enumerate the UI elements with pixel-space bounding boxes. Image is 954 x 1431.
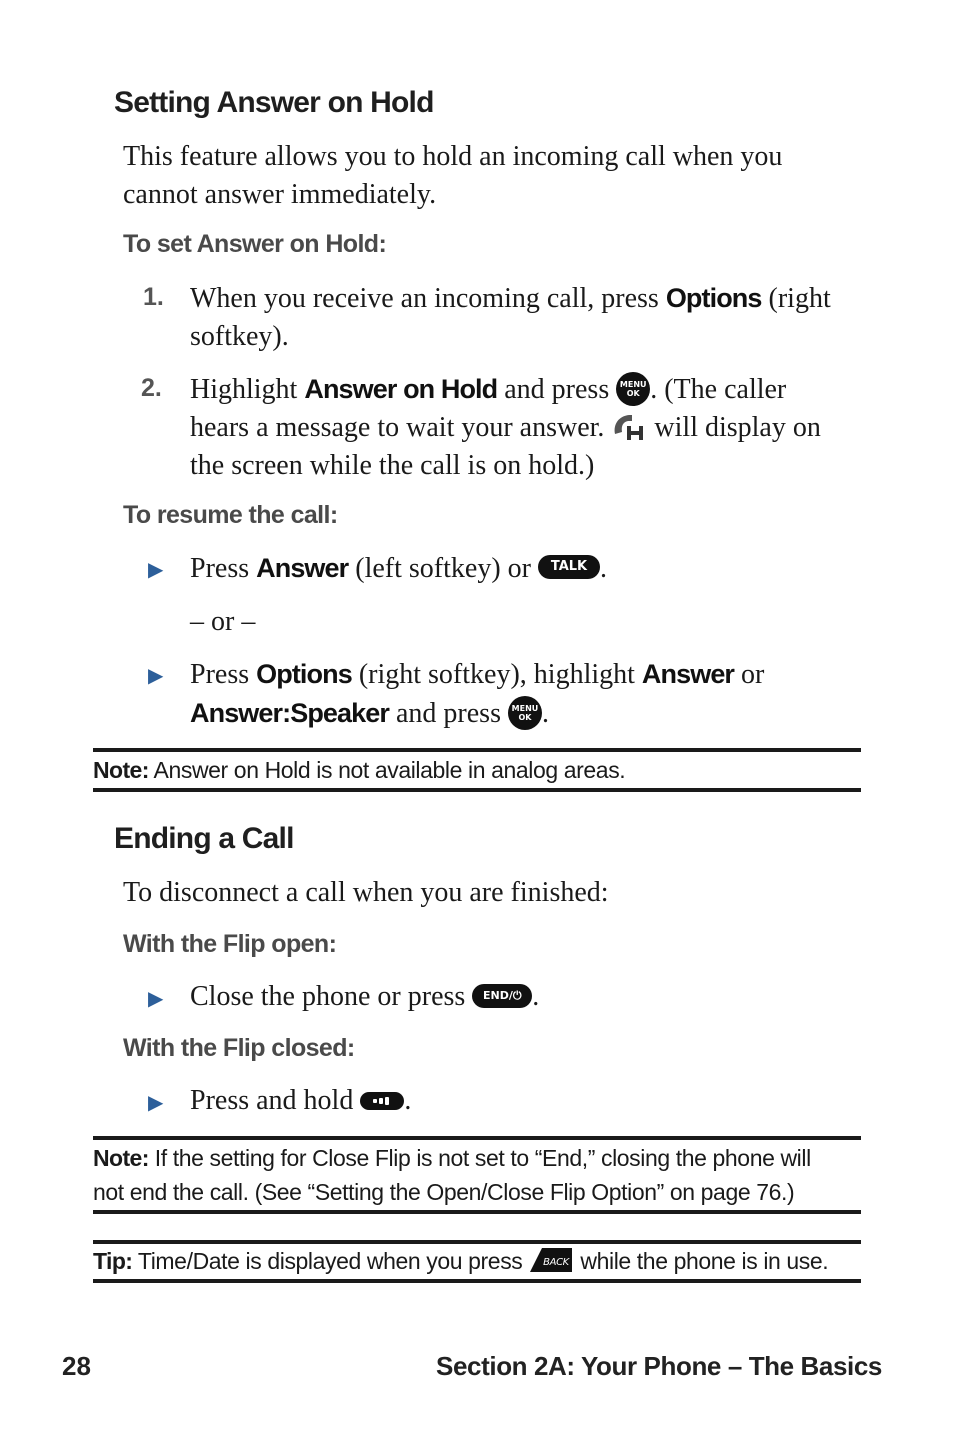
back-key-icon	[528, 1246, 574, 1274]
section-heading-ending-call: Ending a Call	[114, 822, 294, 855]
bullet-1-pre: Press	[190, 553, 250, 584]
step-2-post1: . (The caller hears a message to wait your answer.	[190, 374, 787, 443]
key-options-2: Options	[256, 659, 352, 689]
bullet-arrow-icon: ▶	[148, 986, 164, 1010]
note-label: Note:	[93, 1145, 149, 1171]
subhead-flip-closed: With the Flip closed:	[123, 1034, 355, 1062]
section-heading-answer-on-hold: Setting Answer on Hold	[114, 86, 434, 119]
key-answer: Answer	[256, 553, 349, 583]
answer-on-hold-intro: This feature allows you to hold an incoming call when you cannot answer immediately.	[123, 141, 783, 210]
subhead-flip-open: With the Flip open:	[123, 930, 337, 958]
end-power-key-icon: END/⏻	[472, 984, 532, 1008]
flip-open-post: .	[532, 981, 540, 1012]
tip-time-date	[93, 1244, 828, 1278]
bullet-2-post: .	[541, 698, 549, 729]
svg-text:BACK: BACK	[543, 1256, 570, 1268]
key-options: Options	[665, 283, 762, 313]
bullet-2-mid1: (right softkey), highlight	[358, 659, 635, 690]
call-on-hold-icon	[611, 412, 647, 442]
note-line-1: If the setting for Close Flip is not set to “End,” closing the phone will	[154, 1145, 811, 1171]
page-number: 28	[62, 1351, 91, 1381]
menu-ok-key-icon: MENU OK	[508, 696, 542, 730]
step-2-pre: Highlight	[190, 374, 298, 405]
flip-closed-pre: Press and hold	[190, 1085, 354, 1116]
step-2-text	[190, 370, 840, 485]
step-2-mid: and press	[504, 374, 610, 405]
note-label: Note:	[93, 757, 149, 783]
key-answer-speaker: Answer:Speaker	[190, 698, 389, 728]
menu-ok-key-icon: MENU OK	[616, 372, 650, 406]
key-answer-on-hold: Answer on Hold	[304, 374, 498, 404]
flip-open-bullet	[190, 978, 539, 1016]
bullet-2-mid2: or	[741, 659, 765, 690]
note-text: Answer on Hold is not available in analog areas.	[153, 757, 626, 783]
tip-pre: Time/Date is displayed when you press	[137, 1248, 523, 1274]
note-close-flip	[93, 1141, 811, 1209]
ending-call-intro: To disconnect a call when you are finished:	[123, 877, 609, 908]
note-rule-top	[93, 748, 861, 752]
bullet-arrow-icon: ▶	[148, 1090, 164, 1114]
flip-closed-bullet	[190, 1082, 411, 1120]
tip-label: Tip:	[93, 1248, 133, 1274]
flip-open-pre: Close the phone or press	[190, 981, 466, 1012]
note2-rule-bottom	[93, 1210, 861, 1214]
subhead-resume-call: To resume the call:	[123, 501, 338, 529]
bullet-arrow-icon: ▶	[148, 663, 164, 687]
note-line-2: not end the call. (See “Setting the Open/Close Flip Option” on page 76.)	[93, 1179, 795, 1205]
resume-bullet-2	[190, 655, 830, 733]
bullet-1-mid: (left softkey) or	[355, 553, 531, 584]
step-1-text	[190, 279, 840, 356]
step-1-pre: When you receive an incoming call, press	[190, 283, 659, 314]
tip-post: while the phone is in use.	[580, 1248, 829, 1274]
flip-closed-post: .	[404, 1085, 412, 1116]
step-1-post: (right softkey).	[190, 283, 831, 352]
note-rule-bottom	[93, 788, 861, 792]
bullet-1-post: .	[599, 553, 607, 584]
tip-rule-bottom	[93, 1279, 861, 1283]
bullet-2-mid3: and press	[396, 698, 501, 729]
step-number-2: 2.	[141, 374, 162, 402]
key-answer-2: Answer	[641, 659, 735, 689]
note2-rule-top	[93, 1136, 861, 1140]
step-2-post2: will display on the screen while the call is on hold.)	[190, 412, 821, 481]
step-number-1: 1.	[143, 283, 164, 311]
note-analog	[93, 753, 625, 787]
section-footer-title: Section 2A: Your Phone – The Basics	[436, 1351, 882, 1381]
talk-key-icon: TALK	[538, 555, 600, 579]
bullet-arrow-icon: ▶	[148, 557, 164, 581]
bullet-2-pre: Press	[190, 659, 250, 690]
resume-bullet-1	[190, 549, 840, 588]
subhead-set-answer-on-hold: To set Answer on Hold:	[123, 230, 387, 258]
side-voice-key-icon	[360, 1092, 404, 1110]
or-separator: – or –	[190, 606, 256, 637]
